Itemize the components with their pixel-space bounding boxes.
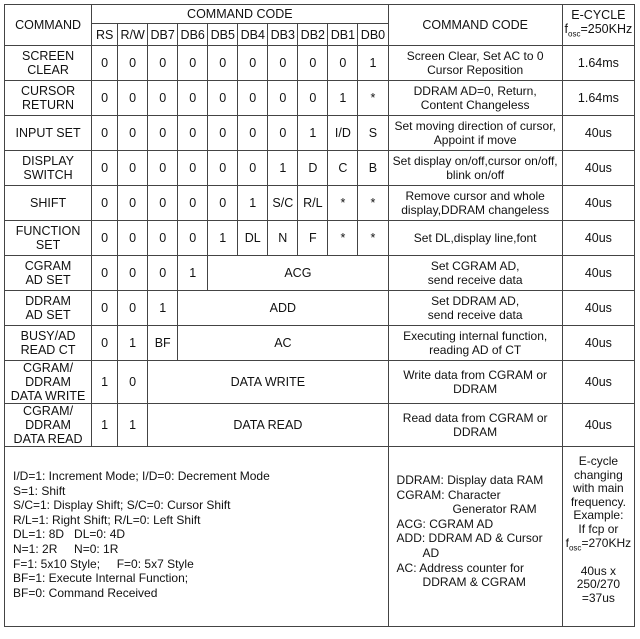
bit-cell: N xyxy=(268,221,298,256)
ecycle-time: 1.64ms xyxy=(562,81,634,116)
bit-cell: F xyxy=(298,221,328,256)
legend-left xyxy=(5,447,389,627)
command-description: Write data from CGRAM or DDRAM xyxy=(388,361,562,404)
command-name: INPUT SET xyxy=(5,116,92,151)
bit-cell: 0 xyxy=(208,116,238,151)
table-row xyxy=(5,151,635,186)
bit-cell: 1 xyxy=(178,256,208,291)
command-name: CGRAM/ DDRAM DATA READ xyxy=(5,404,92,447)
bit-cell: 0 xyxy=(238,46,268,81)
bit-cell: 0 xyxy=(118,151,148,186)
bit-cell: 0 xyxy=(268,116,298,151)
ecycle-time: 40us xyxy=(562,221,634,256)
bit-cell: 0 xyxy=(208,151,238,186)
bit-cell: * xyxy=(328,221,358,256)
bit-cell: C xyxy=(328,151,358,186)
bit-cell: 0 xyxy=(92,186,118,221)
bit-cell: 0 xyxy=(178,46,208,81)
bit-cell: 0 xyxy=(148,256,178,291)
table-row xyxy=(5,46,635,81)
legend-line: R/L=1: Right Shift; R/L=0: Left Shift xyxy=(13,512,201,527)
command-name: CURSOR RETURN xyxy=(5,81,92,116)
legend-line: F=1: 5x10 Style; F=0: 5x7 Style xyxy=(13,556,194,571)
bit-cell: 1 xyxy=(118,326,148,361)
table-row xyxy=(5,291,635,326)
bit-cell: S xyxy=(358,116,388,151)
bit-cell: 0 xyxy=(178,221,208,256)
legend-line: DL=1: 8D DL=0: 4D xyxy=(13,527,126,542)
bit-cell: 0 xyxy=(298,46,328,81)
table-row xyxy=(5,116,635,151)
bit-cell: 0 xyxy=(118,256,148,291)
bit-cell: * xyxy=(358,81,388,116)
bit-cell: 1 xyxy=(358,46,388,81)
bit-cell: 0 xyxy=(92,326,118,361)
bit-cell: 0 xyxy=(118,46,148,81)
command-name: CGRAM/ DDRAM DATA WRITE xyxy=(5,361,92,404)
bit-cell: 0 xyxy=(238,116,268,151)
bit-cell: 0 xyxy=(118,81,148,116)
bit-cell: 1 xyxy=(238,186,268,221)
bit-cell: 0 xyxy=(208,46,238,81)
bit-cell: 0 xyxy=(208,186,238,221)
ecycle-time: 40us xyxy=(562,361,634,404)
command-name: SHIFT xyxy=(5,186,92,221)
table-row xyxy=(5,81,635,116)
command-description: Set CGRAM AD, send receive data xyxy=(388,256,562,291)
bit-cell: 0 xyxy=(178,186,208,221)
bit-cell: 0 xyxy=(238,151,268,186)
command-name: DDRAM AD SET xyxy=(5,291,92,326)
bit-cell: 1 xyxy=(208,221,238,256)
header-ecycle: E-CYCLE $f_{osc}=250KHz$ xyxy=(562,5,634,46)
bit-span: DATA READ xyxy=(148,404,388,447)
bit-header: DB3 xyxy=(268,24,298,46)
table-row xyxy=(5,404,635,447)
bit-header: DB7 xyxy=(148,24,178,46)
bit-cell: 0 xyxy=(118,116,148,151)
legend-line: N=1: 2R N=0: 1R xyxy=(13,541,119,556)
bit-span: ADD xyxy=(178,291,388,326)
header-command-code: COMMAND CODE xyxy=(92,5,388,24)
bit-header: DB5 xyxy=(208,24,238,46)
bit-cell: 0 xyxy=(92,151,118,186)
ecycle-time: 40us xyxy=(562,404,634,447)
bit-cell: 0 xyxy=(92,46,118,81)
legend-line: BF=1: Execute Internal Function; xyxy=(13,571,189,586)
command-name: DISPLAY SWITCH xyxy=(5,151,92,186)
bit-cell: I/D xyxy=(328,116,358,151)
table-row xyxy=(5,361,635,404)
bit-header: DB4 xyxy=(238,24,268,46)
bit-cell: * xyxy=(328,186,358,221)
bit-cell: D xyxy=(298,151,328,186)
bit-header: DB1 xyxy=(328,24,358,46)
header-description: COMMAND CODE xyxy=(388,5,562,46)
bit-header: R/W xyxy=(118,24,148,46)
legend-line: BF=0: Command Received xyxy=(13,585,158,600)
command-description: Read data from CGRAM or DDRAM xyxy=(388,404,562,447)
command-table xyxy=(4,4,635,627)
table-row xyxy=(5,256,635,291)
bit-cell: 1 xyxy=(298,116,328,151)
legend-line: S=1: Shift xyxy=(13,483,66,498)
bit-cell: S/C xyxy=(268,186,298,221)
legend-row xyxy=(5,447,635,627)
bit-cell: 0 xyxy=(148,186,178,221)
command-description: DDRAM AD=0, Return, Content Changeless xyxy=(388,81,562,116)
legend-line: S/C=1: Display Shift; S/C=0: Cursor Shift xyxy=(13,498,231,513)
bit-cell: 0 xyxy=(118,221,148,256)
bit-cell: 0 xyxy=(92,256,118,291)
bit-cell: 0 xyxy=(92,221,118,256)
command-description: Set moving direction of cursor, Appoint if move xyxy=(388,116,562,151)
bit-header: RS xyxy=(92,24,118,46)
command-name: BUSY/AD READ CT xyxy=(5,326,92,361)
bit-cell: 0 xyxy=(92,81,118,116)
bit-header: DB2 xyxy=(298,24,328,46)
bit-cell: 0 xyxy=(178,151,208,186)
ecycle-note: E-cycle changing with main frequency. Example: If fcp or $f_{osc}=270KHz$ 40us x 250/270 =37us xyxy=(562,447,634,627)
command-description: Set DDRAM AD, send receive data xyxy=(388,291,562,326)
bit-span: AC xyxy=(178,326,388,361)
command-name: SCREEN CLEAR xyxy=(5,46,92,81)
ecycle-time: 40us xyxy=(562,256,634,291)
bit-cell: 0 xyxy=(118,291,148,326)
bit-cell: 0 xyxy=(178,116,208,151)
ecycle-time: 40us xyxy=(562,326,634,361)
command-description: Executing internal function, reading AD of CT xyxy=(388,326,562,361)
bit-cell: 0 xyxy=(118,361,148,404)
bit-cell: 0 xyxy=(148,221,178,256)
command-description: Remove cursor and whole display,DDRAM changeless xyxy=(388,186,562,221)
bit-cell: 1 xyxy=(328,81,358,116)
ecycle-time: 40us xyxy=(562,186,634,221)
command-description: Set DL,display line,font xyxy=(388,221,562,256)
bit-cell: 0 xyxy=(298,81,328,116)
bit-cell: B xyxy=(358,151,388,186)
bit-cell: DL xyxy=(238,221,268,256)
bit-cell: 1 xyxy=(268,151,298,186)
table-row xyxy=(5,186,635,221)
ecycle-time: 40us xyxy=(562,151,634,186)
bit-cell: 1 xyxy=(148,291,178,326)
bit-cell: 0 xyxy=(148,151,178,186)
bit-span: DATA WRITE xyxy=(148,361,388,404)
command-name: FUNCTION SET xyxy=(5,221,92,256)
bit-cell: R/L xyxy=(298,186,328,221)
bit-cell: 0 xyxy=(208,81,238,116)
command-description: Set display on/off,cursor on/off, blink on/off xyxy=(388,151,562,186)
bit-span: ACG xyxy=(208,256,388,291)
legend-line: I/D=1: Increment Mode; I/D=0: Decrement Mode xyxy=(13,469,270,483)
bit-cell: 1 xyxy=(118,404,148,447)
ecycle-time: 40us xyxy=(562,116,634,151)
bit-cell: 0 xyxy=(92,116,118,151)
bit-cell: 0 xyxy=(268,46,298,81)
bit-cell: 0 xyxy=(238,81,268,116)
table-row xyxy=(5,221,635,256)
command-description: Screen Clear, Set AC to 0 Cursor Reposition xyxy=(388,46,562,81)
ecycle-time: 40us xyxy=(562,291,634,326)
bit-cell: 0 xyxy=(328,46,358,81)
bit-cell: 1 xyxy=(92,404,118,447)
bit-header: DB6 xyxy=(178,24,208,46)
bit-cell: 1 xyxy=(92,361,118,404)
command-name: CGRAM AD SET xyxy=(5,256,92,291)
bit-cell: 0 xyxy=(148,81,178,116)
bit-cell: 0 xyxy=(178,81,208,116)
bit-cell: 0 xyxy=(148,46,178,81)
bit-cell: * xyxy=(358,221,388,256)
bit-header: DB0 xyxy=(358,24,388,46)
ecycle-time: 1.64ms xyxy=(562,46,634,81)
bit-cell: 0 xyxy=(148,116,178,151)
legend-right: DDRAM: Display data RAM CGRAM: Character Generator RAM ACG: CGRAM AD ADD: DDRAM AD & Cursor AD AC: Address counter for DDRAM & CGRAM xyxy=(388,447,562,627)
header-command: COMMAND xyxy=(5,5,92,46)
table-row xyxy=(5,326,635,361)
bit-cell: * xyxy=(358,186,388,221)
bit-cell: 0 xyxy=(92,291,118,326)
bit-cell: BF xyxy=(148,326,178,361)
bit-cell: 0 xyxy=(118,186,148,221)
bit-cell: 0 xyxy=(268,81,298,116)
